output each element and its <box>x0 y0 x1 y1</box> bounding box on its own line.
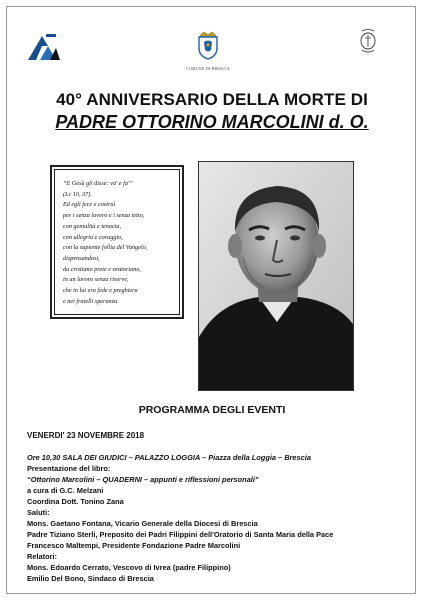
speaker: Mons. Edoardo Cerrato, Vescovo di Ivrea (padre Filippino) <box>27 563 231 572</box>
speakers-label: Relatori: <box>27 552 57 561</box>
brescia-coat-of-arms <box>186 30 230 71</box>
program-title: PROGRAMMA DEGLI EVENTI <box>138 404 286 416</box>
presentation-label: Presentazione del libro: <box>27 464 111 473</box>
event-date: VENERDI' 23 NOVEMBRE 2018 <box>27 431 145 440</box>
coat-of-arms-icon <box>196 30 220 60</box>
program-details <box>27 452 417 584</box>
portrait-icon <box>199 162 354 391</box>
coat-of-arms-caption: COMUNE DI BRESCIA <box>186 66 230 71</box>
quote-box <box>50 165 184 319</box>
seal-icon <box>356 28 380 56</box>
speaker: Emilio Del Bono, Sindaco di Brescia <box>27 574 154 583</box>
coordinator: Coordina Dott. Tonino Zana <box>27 497 124 506</box>
quote-line: da cristiano prete e oratoriano, <box>63 265 141 273</box>
greeting-speaker: Mons. Gaetano Fontana, Vicario Generale della Diocesi di Brescia <box>27 519 258 528</box>
filippini-seal <box>352 28 384 61</box>
quote-line: con genialità e tenacia, <box>63 222 122 230</box>
greetings-label: Saluti: <box>27 508 50 517</box>
portrait-photo <box>198 161 354 391</box>
marcolini-foundation-logo-icon <box>26 30 62 62</box>
quote-line: in un lavoro senza riserve, <box>63 276 129 284</box>
title-line-2: PADRE OTTORINO MARCOLINI d. O. <box>55 112 369 132</box>
quote-line: dispensandosi, <box>63 254 100 262</box>
greeting-speaker: Francesco Maltempi, Presidente Fondazione Padre Marcolini <box>27 541 241 550</box>
title-line-1: 40° ANNIVERSARIO DELLA MORTE DI <box>56 90 368 109</box>
book-title: “Ottorino Marcolini – QUADERNI – appunti e riflessioni personali” <box>27 475 259 484</box>
quote-text <box>54 169 180 315</box>
quote-line: (Lc 10, 37). <box>63 190 92 198</box>
greeting-speaker: Padre Tiziano Sterli, Preposito dei Padri Filippini dell'Oratorio di Santa Maria della Pace <box>27 530 334 539</box>
book-editor: a cura di G.C. Melzani <box>27 486 104 495</box>
quote-line: Ed egli fece e costruì <box>63 201 116 209</box>
event-venue: Ore 10,30 SALA DEI GIUDICI – PALAZZO LOGGIA – Piazza della Loggia – Brescia <box>27 453 311 462</box>
quote-line: e nei fratelli speranza. <box>63 297 119 305</box>
quote-line: con la sapiente follia del Vangelo, <box>63 244 148 252</box>
quote-line: per i senza lavoro e i senza tetto, <box>63 212 145 220</box>
quote-line: con allegria e coraggio, <box>63 233 123 241</box>
quote-line: che in lui era fede e preghiera <box>63 287 138 295</box>
quote-line: “E Gesù gli disse: va' e fa'” <box>63 180 133 187</box>
